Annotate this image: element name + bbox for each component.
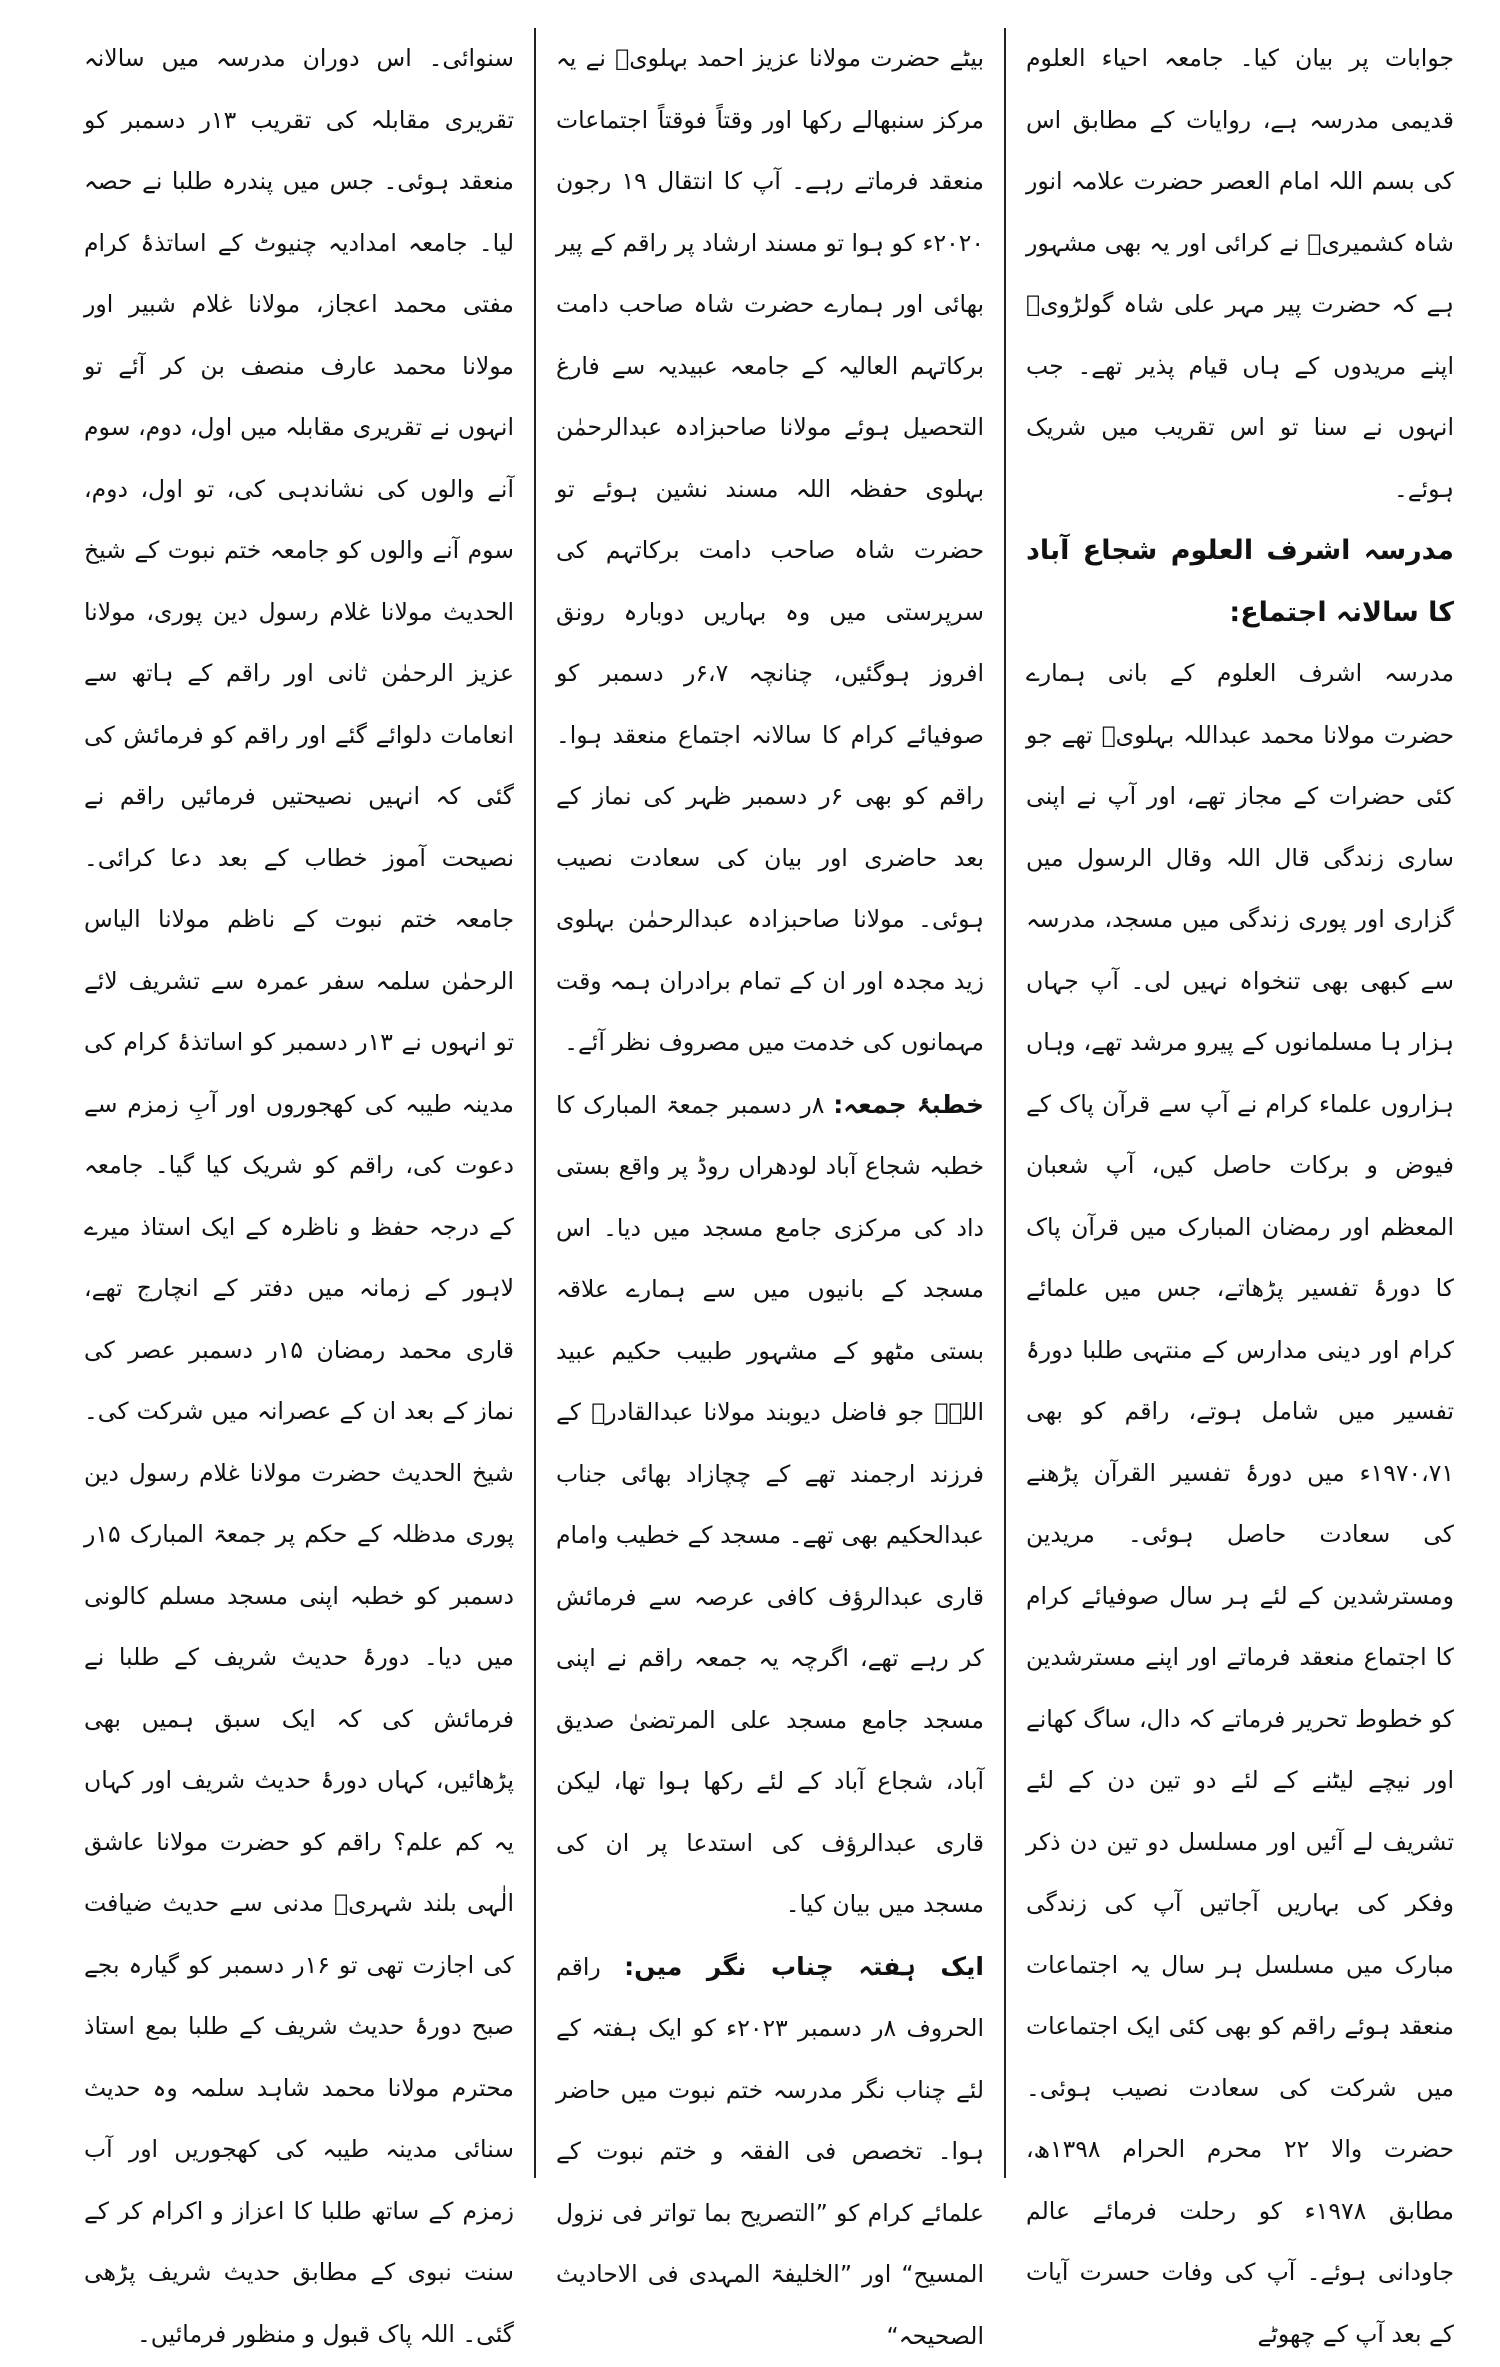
paragraph [556, 1074, 984, 1936]
paragraph-text: راقم الحروف ۸ر دسمبر ۲۰۲۳ء کو ایک ہفتہ کے لئے چناب نگر مدرسہ ختم نبوت میں حاضر ہوا۔ تخصص فی الفقہ و ختم نبوت کے علمائے کرام کو ”التصریح بما تواتر فی نزول المسیح“ اور ”الخلیفۃ المہدی فی الاحادیث الصحیحہ“ [556, 1953, 984, 2350]
paragraph [556, 1936, 984, 2367]
column-right [1004, 28, 1474, 2178]
column-middle [534, 28, 1004, 2178]
paragraph: سنوائی۔ اس دوران مدرسہ میں سالانہ تقریری مقابلہ کی تقریب ۱۳ر دسمبر کو منعقد ہوئی۔ جس میں پندرہ طلبا نے حصہ لیا۔ جامعہ امدادیہ چنیوٹ کے اساتذۂ کرام مفتی محمد اعجاز، مولانا غلام شبیر اور مولانا محمد عارف منصف بن کر آئے تو انہوں نے تقریری مقابلہ میں اول، دوم، سوم آنے والوں کی نشاندہی کی، تو اول، دوم، سوم آنے والوں کو جامعہ ختم نبوت کے شیخ الحدیث مولانا غلام رسول دین پوری، مولانا عزیز الرحمٰن ثانی اور راقم کے ہاتھ سے انعامات دلوائے گئے اور راقم کو فرمائش کی گئی کہ انہیں نصیحتیں فرمائیں راقم نے نصیحت آموز خطاب کے بعد دعا کرائی۔ جامعہ ختم نبوت کے ناظم مولانا الیاس الرحمٰن سلمہ سفر عمرہ سے تشریف لائے تو انہوں نے ۱۳ر دسمبر کو اساتذۂ کرام کی مدینہ طیبہ کی کھجوروں اور آبِ زمزم سے دعوت کی، راقم کو شریک کیا گیا۔ جامعہ کے درجہ حفظ و ناظرہ کے ایک استاذ میرے لاہور کے زمانہ میں دفتر کے انچارج تھے، قاری محمد رمضان ۱۵ر دسمبر عصر کی نماز کے بعد ان کے عصرانہ میں شرکت کی۔ شیخ الحدیث حضرت مولانا غلام رسول دین پوری مدظلہ کے حکم پر جمعۃ المبارک ۱۵ر دسمبر کو خطبہ اپنی مسجد مسلم کالونی میں دیا۔ دورۂ حدیث شریف کے طلبا نے فرمائش کی کہ ایک سبق ہمیں بھی پڑھائیں، کہاں دورۂ حدیث شریف اور کہاں یہ کم علم؟ راقم کو حضرت مولانا عاشق الٰہی بلند شہریؒ مدنی سے حدیث ضیافت کی اجازت تھی تو ۱۶ر دسمبر کو گیارہ بجے صبح دورۂ حدیث شریف کے طلبا بمع استاذ محترم مولانا محمد شاہد سلمہ وہ حدیث سنائی مدینہ طیبہ کی کھجوریں اور آب زمزم کے ساتھ طلبا کا اعزاز و اکرام کر کے سنت نبوی کے مطابق حدیث شریف پڑھی گئی۔ اللہ پاک قبول و منظور فرمائیں۔ [84, 28, 514, 2365]
paragraph-text: ۸ر دسمبر جمعۃ المبارک کا خطبہ شجاع آباد لودھراں روڈ پر واقع بستی داد کی مرکزی جامع مسجد میں دیا۔ اس مسجد کے بانیوں میں سے ہمارے علاقہ بستی مٹھو کے مشہور طبیب حکیم عبید اللہؒ جو فاضل دیوبند مولانا عبدالقادرؒ کے فرزند ارجمند تھے کے چچازاد بھائی جناب عبدالحکیم بھی تھے۔ مسجد کے خطیب وامام قاری عبدالرؤف کافی عرصہ سے فرمائش کر رہے تھے، اگرچہ یہ جمعہ راقم نے اپنی مسجد جامع مسجد علی المرتضیٰ صدیق آباد، شجاع آباد کے لئے رکھا ہوا تھا، لیکن قاری عبدالرؤف کی استدعا پر ان کی مسجد میں بیان کیا۔ [556, 1091, 984, 1919]
paragraph: جوابات پر بیان کیا۔ جامعہ احیاء العلوم قدیمی مدرسہ ہے، روایات کے مطابق اس کی بسم اللہ امام العصر حضرت علامہ انور شاہ کشمیریؒ نے کرائی اور یہ بھی مشہور ہے کہ حضرت پیر مہر علی شاہ گولڑویؒ اپنے مریدوں کے ہاں قیام پذیر تھے۔ جب انہوں نے سنا تو اس تقریب میں شریک ہوئے۔ [1026, 28, 1454, 520]
paragraph: مدرسہ اشرف العلوم کے بانی ہمارے حضرت مولانا محمد عبداللہ بہلویؒ تھے جو کئی حضرات کے مجاز تھے، اور آپ نے اپنی ساری زندگی قال اللہ وقال الرسول میں گزاری اور پوری زندگی میں مسجد، مدرسہ سے کبھی بھی تنخواہ نہیں لی۔ آپ جہاں ہزار ہا مسلمانوں کے پیرو مرشد تھے، وہاں ہزاروں علماء کرام نے آپ سے قرآن پاک کے فیوض و برکات حاصل کیں، آپ شعبان المعظم اور رمضان المبارک میں قرآن پاک کا دورۂ تفسیر پڑھاتے، جس میں علمائے کرام اور دینی مدارس کے منتہی طلبا دورۂ تفسیر میں شامل ہوتے، راقم کو بھی ۱۹۷۰،۷۱ء میں دورۂ تفسیر القرآن پڑھنے کی سعادت حاصل ہوئی۔ مریدین ومسترشدین کے لئے ہر سال صوفیائے کرام کا اجتماع منعقد فرماتے اور اپنے مسترشدین کو خطوط تحریر فرماتے کہ دال، ساگ کھانے اور نیچے لیٹنے کے لئے دو تین دن کے لئے تشریف لے آئیں اور مسلسل دو تین دن ذکر وفکر کی بہاریں آجاتیں آپ کی زندگی مبارک میں مسلسل ہر سال یہ اجتماعات منعقد ہوئے راقم کو بھی کئی ایک اجتماعات میں شرکت کی سعادت نصیب ہوئی۔ حضرت والا ۲۲ محرم الحرام ۱۳۹۸ھ، مطابق ۱۹۷۸ء کو رحلت فرمائے عالم جاودانی ہوئے۔ آپ کی وفات حسرت آیات کے بعد آپ کے چھوٹے [1026, 643, 1454, 2365]
section-heading: خطبۂ جمعہ: [833, 1090, 984, 1119]
paragraph: بیٹے حضرت مولانا عزیز احمد بہلویؒ نے یہ مرکز سنبھالے رکھا اور وقتاً فوقتاً اجتماعات منعقد فرماتے رہے۔ آپ کا انتقال ۱۹ رجون ۲۰۲۰ء کو ہوا تو مسند ارشاد پر راقم کے پیر بھائی اور ہمارے حضرت شاہ صاحب دامت برکاتہم العالیہ کے جامعہ عبیدیہ سے فارغ التحصیل ہوئے مولانا صاحبزادہ عبدالرحمٰن بہلوی حفظہ اللہ مسند نشین ہوئے تو حضرت شاہ صاحب دامت برکاتہم کی سرپرستی میں وہ بہاریں دوبارہ رونق افروز ہوگئیں، چنانچہ ۶،۷ر دسمبر کو صوفیائے کرام کا سالانہ اجتماع منعقد ہوا۔ راقم کو بھی ۶ر دسمبر ظہر کی نماز کے بعد حاضری اور بیان کی سعادت نصیب ہوئی۔ مولانا صاحبزادہ عبدالرحمٰن بہلوی زید مجدہ اور ان کے تمام برادران ہمہ وقت مہمانوں کی خدمت میں مصروف نظر آئے۔ [556, 28, 984, 1074]
section-heading: مدرسہ اشرف العلوم شجاع آباد کا سالانہ اجتماع: [1026, 520, 1454, 643]
section-heading: ایک ہفتہ چناب نگر میں: [624, 1952, 984, 1981]
column-left [64, 28, 534, 2178]
